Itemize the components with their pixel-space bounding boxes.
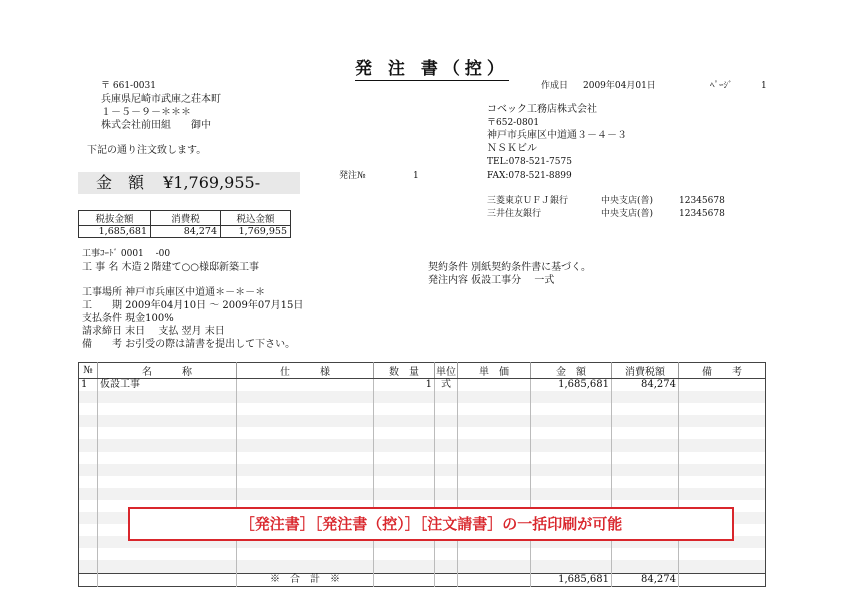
amount-value: ¥1,769,955- xyxy=(163,173,261,192)
col-name: 名 称 xyxy=(98,363,237,379)
issuer-address: 神戸市兵庫区中道通３－４－３ xyxy=(487,130,627,141)
table-row xyxy=(79,452,766,464)
table-row xyxy=(79,548,766,560)
work-place: 工事場所 神戸市兵庫区中道通＊－＊－＊ xyxy=(82,287,266,298)
intro-text: 下記の通り注文致します。 xyxy=(87,145,207,156)
row-remarks xyxy=(679,379,766,392)
created-date-label: 作成日 xyxy=(541,81,569,91)
row-unit-price xyxy=(458,379,531,392)
col-tax: 消費税額 xyxy=(612,363,679,379)
contract-terms: 契約条件 別紙契約条件書に基づく。 xyxy=(428,262,591,273)
table-row xyxy=(79,464,766,476)
row-name: 仮設工事 xyxy=(98,379,237,392)
table-row xyxy=(79,379,766,392)
created-date: 2009年04月01日 xyxy=(583,81,656,91)
table-row xyxy=(79,403,766,415)
page-number: 1 xyxy=(761,81,767,91)
page-label: ﾍﾟｰｼﾞ xyxy=(710,81,733,91)
table-row xyxy=(79,427,766,439)
row-spec xyxy=(237,379,374,392)
tax-header-excl: 税抜金額 xyxy=(79,211,151,226)
col-amount: 金 額 xyxy=(531,363,612,379)
bank-branch: 中央支店(普) xyxy=(601,209,654,219)
recipient-address: 兵庫県尼崎市武庫之荘本町 xyxy=(101,94,221,105)
issuer-postal: 〒652-0801 xyxy=(487,118,540,128)
table-row xyxy=(79,476,766,488)
col-no: № xyxy=(79,363,98,379)
col-spec: 仕 様 xyxy=(237,363,374,379)
amount-box xyxy=(78,172,300,194)
issuer-company: コベック工務店株式会社 xyxy=(487,104,597,115)
bank-name: 三井住友銀行 xyxy=(487,209,542,219)
bank-account: 12345678 xyxy=(679,209,725,219)
recipient-address-number: １－５－９－＊＊＊ xyxy=(101,107,191,118)
bulk-print-banner: ［発注書］［発注書（控）］［注文請書］の一括印刷が可能 xyxy=(128,507,734,541)
col-unit-price: 単 価 xyxy=(458,363,531,379)
billing-terms: 請求締日 末日 支払 翌月 末日 xyxy=(82,326,225,337)
row-no: 1 xyxy=(79,379,98,392)
total-row xyxy=(79,573,766,586)
tax-header-tax: 消費税 xyxy=(151,211,221,226)
work-code: 工事ｺｰﾄﾞ 0001 -00 xyxy=(82,249,171,259)
order-content: 発注内容 仮設工事分 一式 xyxy=(428,275,555,286)
recipient-company: 株式会社前田組 御中 xyxy=(101,120,211,131)
bank-account: 12345678 xyxy=(679,196,725,206)
tax-header-incl: 税込金額 xyxy=(221,211,291,226)
table-row xyxy=(79,439,766,451)
order-no-label: 発注№ xyxy=(339,171,366,181)
total-amount: 1,685,681 xyxy=(531,573,612,586)
issuer-tel: TEL:078-521-7575 xyxy=(487,157,572,167)
tax-value-incl: 1,769,955 xyxy=(221,226,291,238)
order-no: 1 xyxy=(413,171,419,181)
row-amount: 1,685,681 xyxy=(531,379,612,392)
bank-branch: 中央支店(普) xyxy=(601,196,654,206)
total-tax: 84,274 xyxy=(612,573,679,586)
amount-label: 金 額 xyxy=(96,173,145,192)
tax-summary-table xyxy=(78,210,291,238)
total-label: ※ 合 計 ※ xyxy=(237,573,374,586)
payment-terms: 支払条件 現金100% xyxy=(82,313,174,324)
document-title: 発 注 書（控） xyxy=(355,54,509,81)
table-row xyxy=(79,560,766,573)
remarks: 備 考 お引受の際は請書を提出して下さい。 xyxy=(82,339,296,350)
work-period: 工 期 2009年04月10日 ～ 2009年07月15日 xyxy=(82,300,304,311)
tax-value-excl: 1,685,681 xyxy=(79,226,151,238)
bank-name: 三菱東京ＵＦＪ銀行 xyxy=(487,196,569,206)
row-tax: 84,274 xyxy=(612,379,679,392)
table-row xyxy=(79,391,766,403)
recipient-postal: 〒 661-0031 xyxy=(101,81,156,91)
issuer-building: ＮＳＫビル xyxy=(487,143,537,154)
row-unit: 式 xyxy=(435,379,458,392)
items-table xyxy=(78,362,766,587)
col-unit: 単位 xyxy=(435,363,458,379)
col-remarks: 備 考 xyxy=(679,363,766,379)
issuer-fax: FAX:078-521-8899 xyxy=(487,171,572,181)
table-row xyxy=(79,415,766,427)
work-name: 工 事 名 木造２階建て○○様邸新築工事 xyxy=(82,262,259,273)
row-qty: 1 xyxy=(374,379,435,392)
tax-value-tax: 84,274 xyxy=(151,226,221,238)
table-row xyxy=(79,488,766,500)
col-qty: 数 量 xyxy=(374,363,435,379)
